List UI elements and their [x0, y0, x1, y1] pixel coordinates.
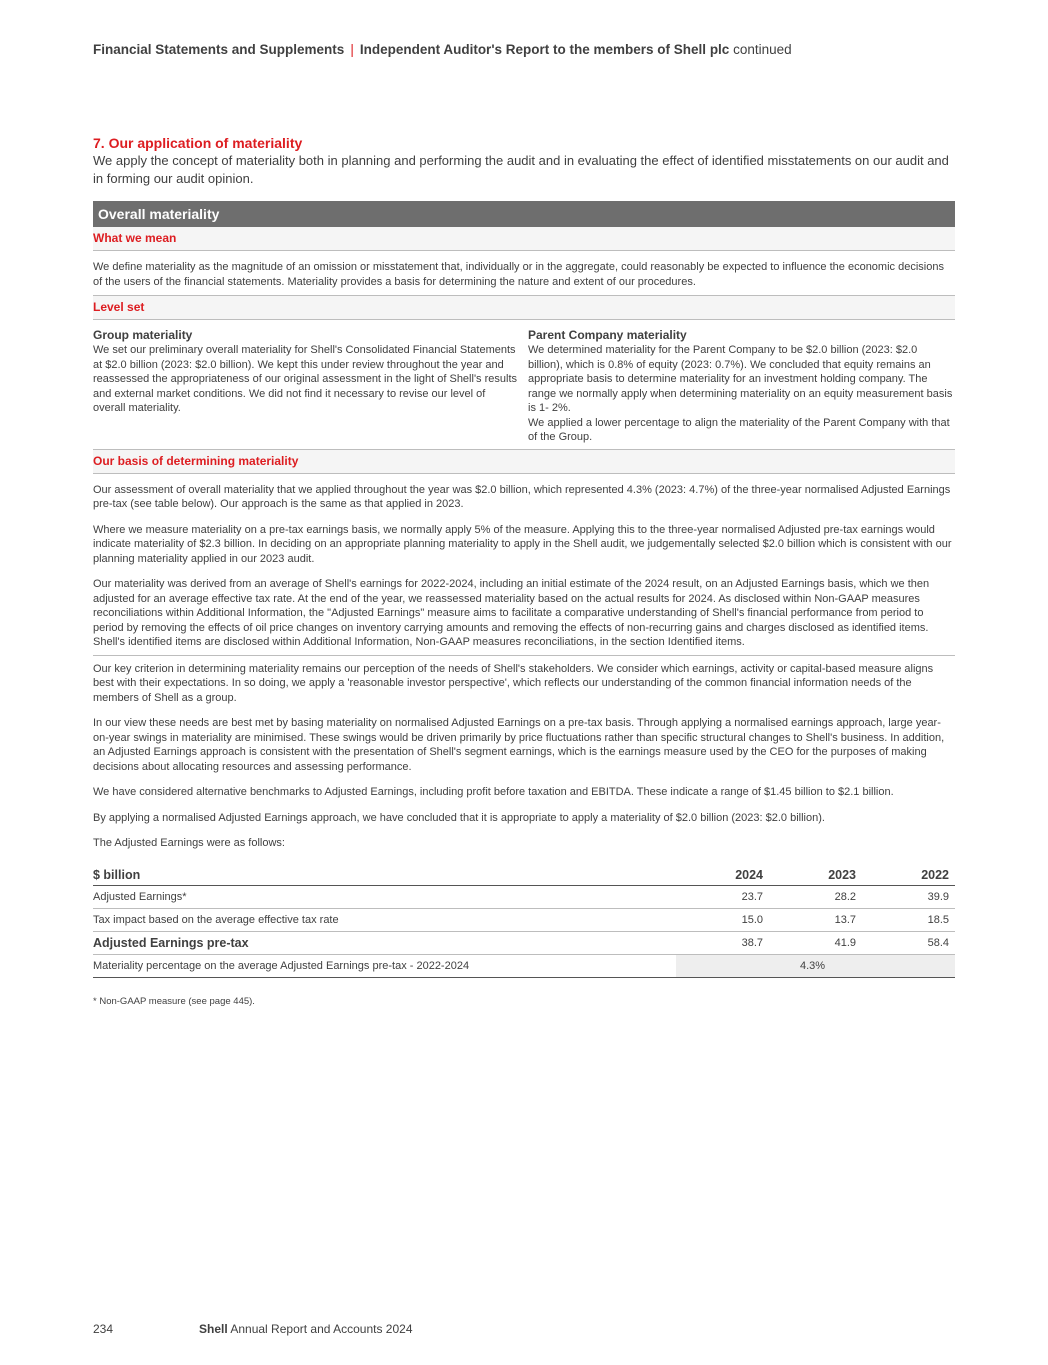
footer-publication: Annual Report and Accounts 2024: [230, 1322, 413, 1336]
table-header-label: $ billion: [93, 868, 676, 886]
basis-paragraph-6: We have considered alternative benchmarks to Adjusted Earnings, including profit before taxation and EBITDA. These indicate a range of $1.45 billion to $2.1 billion.: [93, 786, 894, 798]
basis-paragraph-4: Our key criterion in determining materiality remains our perception of the needs of Shell's stakeholders. We consider which earnings, activity or capital-based measure aligns best with their expectations. In so doing, we apply a 'reasonable investor perspective', which reflects our understanding of the common financial information needs of the members of Shell as a group.: [93, 662, 934, 704]
materiality-row: [93, 954, 955, 977]
page-header: [93, 42, 973, 57]
cell-2022: 39.9: [862, 885, 955, 908]
adjusted-earnings-table: [93, 868, 955, 978]
row-label: Adjusted Earnings*: [93, 885, 676, 908]
basis-paragraph-8: The Adjusted Earnings were as follows:: [93, 837, 285, 849]
page-footer: [93, 1322, 413, 1336]
cell-2023: 41.9: [769, 931, 862, 954]
table-header-2024: 2024: [676, 868, 769, 886]
cell-2022: 18.5: [862, 908, 955, 931]
basis-label: Our basis of determining materiality: [93, 450, 955, 474]
table-row-total: [93, 931, 955, 954]
cell-2023: 28.2: [769, 885, 862, 908]
section-title: 7. Our application of materiality: [93, 135, 303, 151]
level-set-columns: [93, 320, 955, 450]
table-header-2022: 2022: [862, 868, 955, 886]
group-materiality-title: Group materiality: [93, 328, 193, 342]
cell-2024: 23.7: [676, 885, 769, 908]
parent-materiality-title: Parent Company materiality: [528, 328, 687, 342]
what-we-mean-block: [93, 251, 955, 296]
footer-brand: Shell: [199, 1322, 228, 1336]
row-label: Tax impact based on the average effective tax rate: [93, 908, 676, 931]
basis-paragraph-7: By applying a normalised Adjusted Earnings approach, we have concluded that it is appropriate to apply a materiality of $2.0 billion (2023: $2.0 billion).: [93, 811, 825, 824]
basis-paragraph-3: Our materiality was derived from an average of Shell's earnings for 2022-2024, including an initial estimate of the 2024 result, on an Adjusted Earnings basis, which we then adjusted for an average effective tax rate. At the end of the year, we reassessed materiality based on the actual results for 2024. As disclosed within Non-GAAP measures reconciliations within Additional Information, the "Adjusted Earnings" measure aims to facilitate a comparative understanding of Shell's financial performance from period to period by removing the effects of oil price changes on inventory carrying amounts and removing the effects of non-recurring gains and charges disclosed as identified items. Shell's identified items are disclosed within Additional Information, Non-GAAP measures reconciliations, in the section Identified items.: [93, 578, 930, 648]
parent-materiality-column: [528, 328, 955, 445]
materiality-value: 4.3%: [676, 954, 955, 977]
table-row: [93, 885, 955, 908]
basis-paragraph-2: Where we measure materiality on a pre-tax earnings basis, we normally apply 5% of the measure. Applying this to the three-year normalised Adjusted pre-tax earnings would indicate materiality of $2.3 billion. In deciding on an appropriate planning materiality to apply in the Shell audit, we judgementally selected $2.0 billion which is consistent with our planning materiality applied in our 2023 audit.: [93, 523, 952, 565]
basis-block: [93, 474, 955, 851]
header-section: Financial Statements and Supplements: [93, 42, 345, 57]
what-we-mean-label: What we mean: [93, 227, 955, 251]
table-row: [93, 908, 955, 931]
header-title: Independent Auditor's Report to the members of Shell plc: [359, 42, 730, 57]
header-continued: continued: [733, 42, 792, 57]
parent-materiality-text: We determined materiality for the Parent Company to be $2.0 billion (2023: $2.0 billion), which is 0.8% of equity (2023: 0.7%). We concluded that equity remains an appropriate basis to determine materiality for an investment holding company. The range we normally apply when determining materiality on an equity measurement basis is 1- 2%.: [528, 344, 953, 414]
header-separator: |: [350, 42, 354, 57]
basis-paragraph-5: In our view these needs are best met by basing materiality on normalised Adjusted Earnings on a pre-tax basis. Through applying a normalised earnings approach, large year-on-year swings in materiality are minimised. These swings would be driven primarily by price fluctuations rather than specific structural changes to Shell's business. In addition, an Adjusted Earnings approach is consistent with the presentation of Shell's segment earnings, which is the earnings measure used by the CEO for the purposes of making decisions about allocating resources and assessing performance.: [93, 717, 945, 773]
divider: [93, 655, 955, 656]
materiality-label: Materiality percentage on the average Adjusted Earnings pre-tax - 2022-2024: [93, 954, 676, 977]
section-intro: We apply the concept of materiality both in planning and performing the audit and in evaluating the effect of identified misstatements on our audit and in forming our audit opinion.: [93, 153, 949, 186]
cell-2024: 15.0: [676, 908, 769, 931]
group-materiality-column: [93, 328, 520, 445]
cell-2024: 38.7: [676, 931, 769, 954]
level-set-label: Level set: [93, 296, 955, 320]
table-header-row: [93, 868, 955, 886]
group-materiality-text: We set our preliminary overall materiality for Shell's Consolidated Financial Statements at $2.0 billion (2023: $2.0 billion). We kept this under review throughout the year and reassessed the appropriateness of our original assessment in the light of Shell's results and external market conditions. We did not find it necessary to revise our level of overall materiality.: [93, 344, 517, 414]
footnote: * Non-GAAP measure (see page 445).: [93, 995, 255, 1007]
basis-paragraph-1: Our assessment of overall materiality that we applied throughout the year was $2.0 billion, which represented 4.3% (2023: 4.7%) of the three-year normalised Adjusted Earnings pre-tax (see table below). Our approach is the same as that applied in 2023.: [93, 483, 951, 510]
page-number: 234: [93, 1322, 114, 1336]
what-we-mean-text: We define materiality as the magnitude of an omission or misstatement that, individually or in the aggregate, could reasonably be expected to influence the economic decisions of the users of the financial statements. Materiality provides a basis for determining the nature and extent of our procedures.: [93, 261, 944, 288]
table-header-2023: 2023: [769, 868, 862, 886]
parent-materiality-text-2: We applied a lower percentage to align the materiality of the Parent Company with that of the Group.: [528, 416, 950, 443]
row-label: Adjusted Earnings pre-tax: [93, 931, 676, 954]
main-content: [93, 134, 955, 1007]
cell-2022: 58.4: [862, 931, 955, 954]
overall-materiality-heading: Overall materiality: [93, 201, 955, 227]
cell-2023: 13.7: [769, 908, 862, 931]
